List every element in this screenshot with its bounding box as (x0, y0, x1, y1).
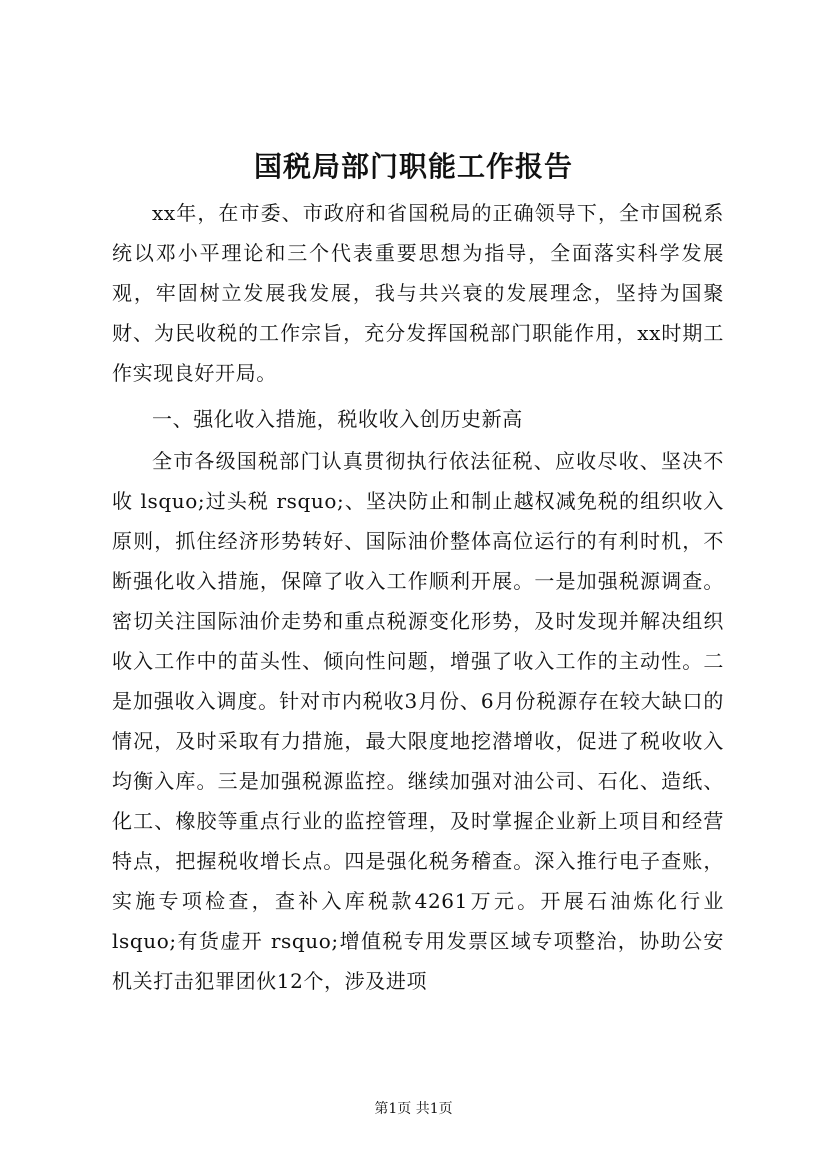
page-footer: 第1页 共1页 (374, 1101, 453, 1117)
document-body (112, 193, 724, 1001)
intro-paragraph: xx年，在市委、市政府和省国税局的正确领导下，全市国税系统以邓小平理论和三个代表重要思想为指导，全面落实科学发展观，牢固树立发展我发展，我与共兴衰的发展理念，坚持为国聚财、为民收税的工作宗旨，充分发挥国税部门职能作用，xx时期工作实现良好开局。 (112, 201, 724, 385)
page-title: 国税局部门职能工作报告 (253, 150, 573, 183)
section-heading: 一、强化收入措施，税收收入创历史新高 (152, 407, 523, 431)
section-paragraph: 全市各级国税部门认真贯彻执行依法征税、应收尽收、坚决不收 lsquo;过头税 rsquo;、坚决防止和制止越权减免税的组织收入原则，抓住经济形势转好、国际油价整体高位运行的有利时机，不断强化收入措施，保障了收入工作顺利开展。一是加强税源调查。密切关注国际油价走势和重点税源变化形势，及时发现并解决组织收入工作中的苗头性、倾向性问题，增强了收入工作的主动性。二是加强收入调度。针对市内税收3月份、6月份税源存在较大缺口的情况，及时采取有力措施，最大限度地挖潜增收，促进了税收收入均衡入库。三是加强税源监控。继续加强对油公司、石化、造纸、化工、橡胶等重点行业的监控管理，及时掌握企业新上项目和经营特点，把握税收增长点。四是强化税务稽查。深入推行电子查账，实施专项检查，查补入库税款4261万元。开展石油炼化行业 lsquo;有货虚开 rsquo;增值税专用发票区域专项整治，协助公安机关打击犯罪团伙12个，涉及进项 (112, 449, 724, 993)
